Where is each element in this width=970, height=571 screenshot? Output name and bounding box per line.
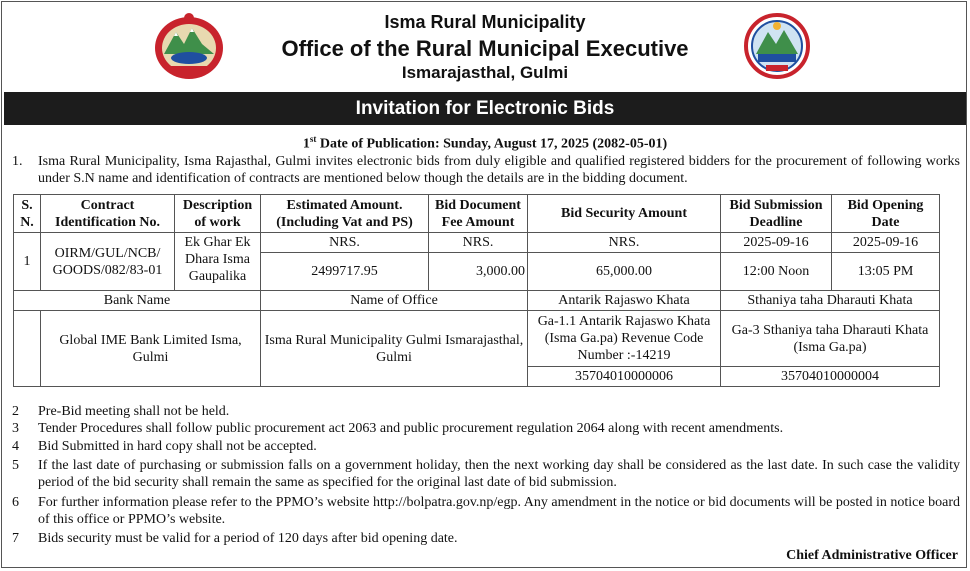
municipality-name: Isma Rural Municipality — [384, 12, 586, 32]
cell-opening-time: 13:05 PM — [832, 253, 940, 291]
bank-label-row — [14, 291, 940, 311]
table-row — [14, 233, 940, 253]
cell-deadline-time: 12:00 Noon — [721, 253, 832, 291]
header-sn: S. N. — [14, 195, 41, 233]
signature: Chief Administrative Officer — [786, 548, 958, 563]
point-6: 6 For further information please refer to the PPMO’s website http://bolpatra.gov.np/egp. Any amendment in the notice or bid documents will be posted in notice board of this office or PPMO’s website. — [12, 495, 960, 527]
cell-opening-date: 2025-09-16 — [832, 233, 940, 253]
point-1: 1. Isma Rural Municipality, Isma Rajasthal, Gulmi invites electronic bids from duly eligible and qualified registered bidders for the procurement of following works under S.N name and identification of contracts are mentioned below though the details are in the bidding document. — [12, 154, 960, 186]
cell-security-unit: NRS. — [528, 233, 721, 253]
cell-sn: 1 — [14, 233, 41, 291]
point-7: 7 Bids security must be valid for a period of 120 days after bid opening date. — [12, 531, 458, 546]
cell-deadline-date: 2025-09-16 — [721, 233, 832, 253]
cell-fee-unit: NRS. — [429, 233, 528, 253]
khata2-account: 35704010000004 — [721, 367, 940, 387]
cell-fee: 3,000.00 — [429, 253, 528, 291]
notice-banner: Invitation for Electronic Bids — [4, 92, 966, 125]
cell-estimate: 2499717.95 — [261, 253, 429, 291]
cell-contract: OIRM/GUL/NCB/ GOODS/082/83-01 — [41, 233, 175, 291]
point-3: 3 Tender Procedures shall follow public procurement act 2063 and public procurement regulation 2064 along with recent amendments. — [12, 421, 784, 436]
header-deadline: Bid Submission Deadline — [721, 195, 832, 233]
header-estimate: Estimated Amount. (Including Vat and PS) — [261, 195, 429, 233]
header-description: Description of work — [175, 195, 261, 233]
office-title: Office of the Rural Municipal Executive — [281, 36, 689, 61]
khata1-account: 35704010000006 — [528, 367, 721, 387]
bank-name: Global IME Bank Limited Isma, Gulmi — [41, 311, 261, 387]
office-address: Ismarajasthal, Gulmi — [401, 63, 569, 82]
bank-name-label: Bank Name — [14, 291, 261, 311]
publication-date: 1st Date of Publication: Sunday, August 17, 2025 (2082-05-01) — [302, 134, 668, 152]
cell-description: Ek Ghar Ek Dhara Isma Gaupalika — [175, 233, 261, 291]
header-security: Bid Security Amount — [528, 195, 721, 233]
khata2-description: Ga-3 Sthaniya taha Dharauti Khata (Isma Ga.pa) — [721, 311, 940, 367]
point-4: 4 Bid Submitted in hard copy shall not be accepted. — [12, 439, 317, 454]
header-contract: Contract Identification No. — [41, 195, 175, 233]
table-header-row — [14, 195, 940, 233]
cell-estimate-unit: NRS. — [261, 233, 429, 253]
khata1-label: Antarik Rajaswo Khata — [528, 291, 721, 311]
point-2: 2 Pre-Bid meeting shall not be held. — [12, 404, 230, 419]
khata2-label: Sthaniya taha Dharauti Khata — [721, 291, 940, 311]
office-name: Isma Rural Municipality Gulmi Ismarajasthal, Gulmi — [261, 311, 528, 387]
point-5: 5 If the last date of purchasing or submission falls on a government holiday, then the next working day shall be considered as the last date. In such case the validity period of the bid security shall remain the same as specified for the original last date of bid submission. — [12, 458, 960, 490]
bank-detail-row — [14, 311, 940, 367]
bid-table — [13, 194, 940, 387]
cell-security: 65,000.00 — [528, 253, 721, 291]
khata1-description: Ga-1.1 Antarik Rajaswo Khata (Isma Ga.pa) Revenue Code Number :-14219 — [528, 311, 721, 367]
header-opening: Bid Opening Date — [832, 195, 940, 233]
header-fee: Bid Document Fee Amount — [429, 195, 528, 233]
office-name-label: Name of Office — [261, 291, 528, 311]
